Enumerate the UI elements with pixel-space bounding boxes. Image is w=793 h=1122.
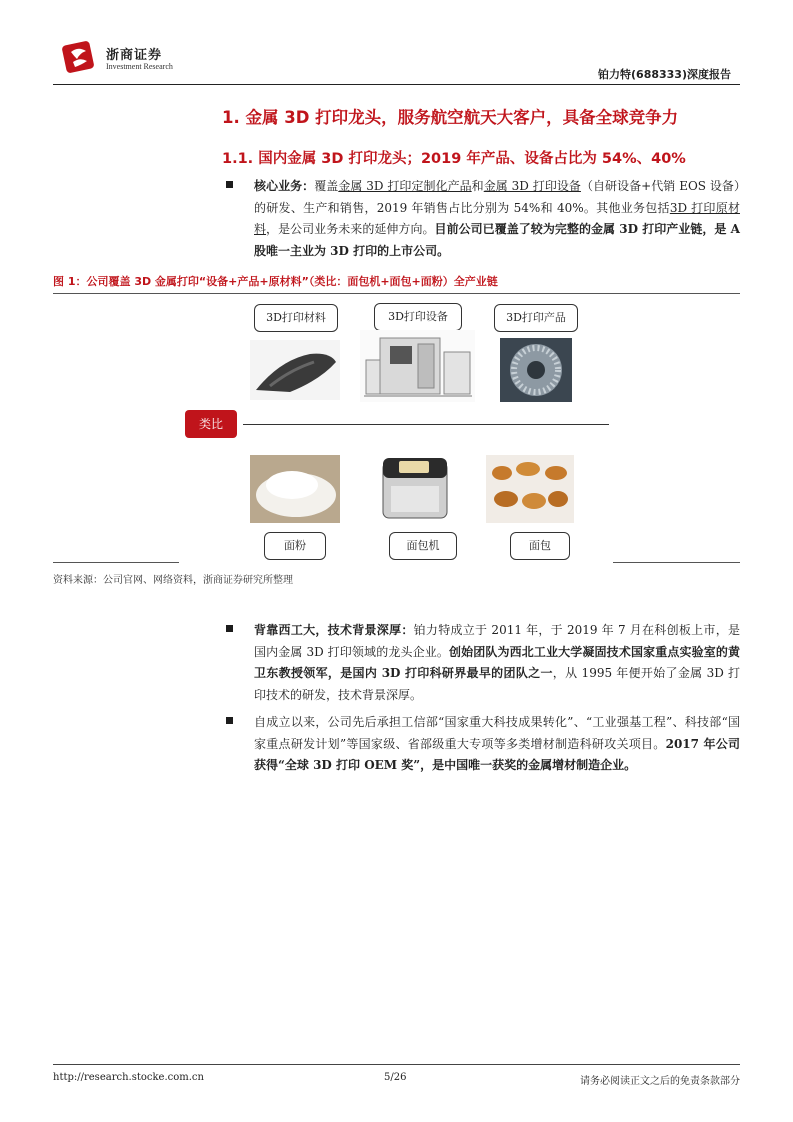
bread-image: [486, 455, 574, 523]
section-heading-1-1: 1.1. 国内金属 3D 打印龙头；2019 年产品、设备占比为 54%、40%: [222, 151, 686, 167]
figure-bottom-rule-left: [53, 562, 179, 563]
brand-name-cn: 浙商证券: [106, 48, 163, 63]
section-heading-1: 1. 金属 3D 打印龙头，服务航空航天大客户，具备全球竞争力: [222, 108, 679, 127]
bullet-icon: [226, 181, 233, 188]
founding-team-highlight: 创始团队为西北工业大学凝固技术国家重点实验室的黄卫东教授领军，是国内 3D 打印科研界最早的团队之一: [254, 644, 740, 680]
core-business-paragraph: 核心业务：覆盖金属 3D 打印定制化产品和金属 3D 打印设备（自研设备+代销 EOS 设备）的研发、生产和销售，2019 年销售占比分别为 54%和 40%。其他业务包括3D 打印原材料，是公司业务未来的延伸方向。目前公司已覆盖了较为完整的金属 3D 打印产业链，是 A 股唯一主业为 3D 打印的上市公司。: [226, 176, 740, 262]
link-custom-products: 金属 3D 打印定制化产品: [338, 179, 472, 193]
metal-powder-image: [250, 340, 340, 400]
projects-paragraph: 自成立以来，公司先后承担工信部“国家重大科技成果转化”、“工业强基工程”、科技部“国家重点研发计划”等国家级、省部级重大专项等多类增材制造科研攻关项目。2017 年公司获得“全球 3D 打印 OEM 奖”，是中国唯一获奖的金属增材制造企业。: [226, 712, 740, 777]
figure-bottom-rule-right: [613, 562, 740, 563]
footer-url[interactable]: http://research.stocke.com.cn: [53, 1072, 204, 1083]
award-highlight: 2017 年公司获得“全球 3D 打印 OEM 奖”，是中国唯一获奖的金属增材制造企业。: [254, 736, 741, 772]
3d-printer-machine-image: [360, 330, 475, 402]
figure-source: 资料来源：公司官网、网络资料，浙商证券研究所整理: [53, 575, 293, 586]
brand-name-en: Investment Research: [106, 62, 173, 71]
label-bread-machine: 面包机: [389, 532, 457, 560]
bullet-icon: [226, 625, 233, 632]
link-printing-equipment: 金属 3D 打印设备: [483, 179, 581, 193]
label-3d-product: 3D打印产品: [494, 304, 578, 332]
figure-caption: 图 1：公司覆盖 3D 金属打印“设备+产品+原材料”（类比：面包机+面包+面粉）全产业链: [53, 275, 498, 288]
brand-logo-icon: [62, 40, 100, 74]
label-3d-equipment: 3D打印设备: [374, 303, 462, 331]
flour-image: [250, 455, 340, 523]
figure-top-rule: [53, 293, 740, 294]
background-label: 背靠西工大，技术背景深厚：: [254, 623, 414, 637]
aero-engine-part-image: [500, 338, 572, 402]
page-number: 5/26: [384, 1072, 407, 1083]
footer-disclaimer: 请务必阅读正文之后的免责条款部分: [580, 1076, 740, 1087]
bread-machine-image: [375, 452, 455, 524]
analogy-label: 类比: [185, 410, 237, 438]
bullet-icon: [226, 717, 233, 724]
report-title: 铂力特(688333)深度报告: [598, 68, 731, 81]
core-business-highlight: 目前公司已覆盖了较为完整的金属 3D 打印产业链，是 A 股唯一主业为 3D 打印的上市公司。: [254, 222, 740, 258]
label-bread: 面包: [510, 532, 570, 560]
header-divider: [53, 84, 740, 85]
label-3d-material: 3D打印材料: [254, 304, 338, 332]
analogy-divider: [243, 424, 609, 425]
label-flour: 面粉: [264, 532, 326, 560]
footer-divider: [53, 1064, 740, 1065]
core-business-label: 核心业务：: [254, 179, 315, 193]
link-raw-materials: 3D 打印原材料: [254, 200, 740, 236]
background-paragraph: 背靠西工大，技术背景深厚：铂力特成立于 2011 年，于 2019 年 7 月在科创板上市，是国内金属 3D 打印领域的龙头企业。创始团队为西北工业大学凝固技术国家重点实验室的黄卫东教授领军，是国内 3D 打印科研界最早的团队之一，从 1995 年便开始了金属 3D 打印技术的研发，技术背景深厚。: [226, 620, 740, 706]
